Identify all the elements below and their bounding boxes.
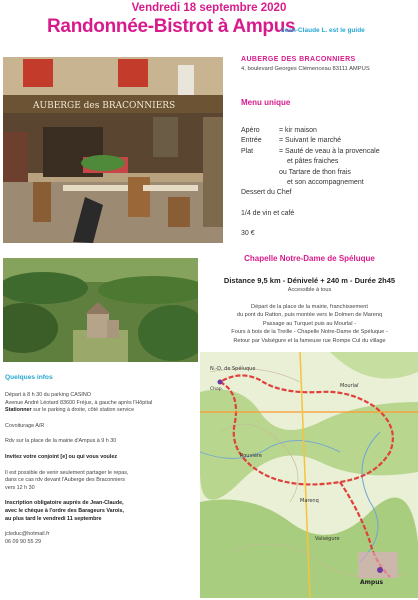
restaurant-address: 4, boulevard Georges Clémenceau 83111 AMPUS (241, 66, 370, 72)
menu-item (241, 136, 380, 146)
info-line (5, 407, 195, 415)
menu-dessert: Dessert du Chef (241, 189, 292, 197)
map-label: Chap. (210, 387, 224, 392)
menu-item-label: Plat (241, 147, 254, 155)
route-map (200, 352, 418, 598)
hike-description-line: du pont du Ratton, puis montée vers le Dolmen de Marenq (236, 312, 383, 319)
page-title: Randonnée-Bistrot à Ampus (47, 16, 296, 37)
map-label: Marenq (300, 498, 319, 504)
menu-plat-line: et pâtes fraiches (287, 158, 339, 166)
hike-stats: Distance 9,5 km - Dénivelé + 240 m - Durée 2h45 (223, 276, 396, 285)
parking-bold: Stationner (5, 407, 32, 414)
menu-item-value: = Suivant le marché (279, 137, 342, 145)
email-link[interactable]: jcleduc@hotmail.fr (5, 531, 50, 538)
info-line: au plus tard le vendredi 11 septembre (5, 515, 102, 522)
restaurant-photo (3, 57, 223, 243)
chapel-photo (3, 258, 198, 362)
restaurant-name: AUBERGE DES BRACONNIERS (241, 56, 356, 63)
map-label: N.-D. de Spéluque (210, 366, 256, 372)
info-line: Il est possible de venir seulement partager le repas, (5, 469, 129, 476)
info-line: Avenue André Léotard 83600 Fréjus, à gauche après l'Hôpital (5, 399, 153, 406)
info-line: Inscription obligatoire auprès de Jean-Claude, (5, 500, 124, 507)
menu-item-value: = kir maison (279, 127, 317, 134)
map-label: Rouvière (240, 453, 262, 459)
menu-wine: 1/4 de vin et café (241, 209, 295, 217)
info-line: Départ à 8 h 30 du parking CASINO (5, 392, 91, 398)
phone-number: 06 09 90 55 29 (5, 538, 41, 545)
hike-description-line: Retour par Valségure et la fameuse rue Rompe Cul du village (233, 337, 386, 344)
menu-heading: Menu unique (241, 98, 291, 107)
hike-description (201, 303, 418, 345)
map-label: Ampus (360, 579, 384, 586)
map-label: Mourlaï (340, 383, 359, 389)
menu-item (241, 126, 380, 136)
menu-item-value: = Sauté de veau à la provencale (279, 147, 380, 155)
info-line: avec le chèque à l'ordre des Barageurs Varois, (5, 507, 125, 514)
info-line: vers 12 h 30 (5, 484, 35, 491)
info-line: Covoiturage A/R (5, 422, 45, 429)
menu-plat-line: et son accompagnement (287, 179, 364, 187)
info-line: dans ce cas rdv devant l'Auberge des Braconniers (5, 477, 125, 484)
hike-description-line: Passage au Turquet puis au Mourlaï - (262, 320, 357, 327)
menu-price: 30 € (241, 230, 255, 238)
infos-block (5, 392, 195, 546)
menu-plat-line: ou Tartare de thon frais (279, 168, 351, 176)
menu-item (241, 147, 380, 157)
menu-item-label: Entrée (241, 137, 262, 145)
hike-description-line: Départ de la place de la mairie, franchissement (251, 304, 368, 310)
hike-heading: Chapelle Notre-Dame de Spéluque (244, 254, 375, 263)
auberge-sign: AUBERGE des BRACONNIERS (33, 101, 176, 111)
map-label: Valségure (315, 536, 340, 542)
parking-rest: sur le parking à droite, côté station service (31, 407, 135, 414)
info-line: Rdv sur la place de la mairie d'Ampus à 9 h 30 (5, 438, 117, 445)
event-date: Vendredi 18 septembre 2020 (131, 2, 287, 14)
menu-item-label: Apéro (241, 127, 260, 134)
hike-access: Accessible à tous (287, 287, 332, 293)
infos-heading: Quelques infos (5, 374, 53, 381)
menu-list (241, 126, 380, 240)
guide-note: Jean-Claude L. est le guide (281, 27, 365, 34)
hike-description-line: Fours à bois de la Treille - Chapelle Notre-Dame de Spéluque - (231, 329, 388, 336)
info-line: Invitez votre conjoint [e] ou qui vous voulez (5, 453, 118, 460)
